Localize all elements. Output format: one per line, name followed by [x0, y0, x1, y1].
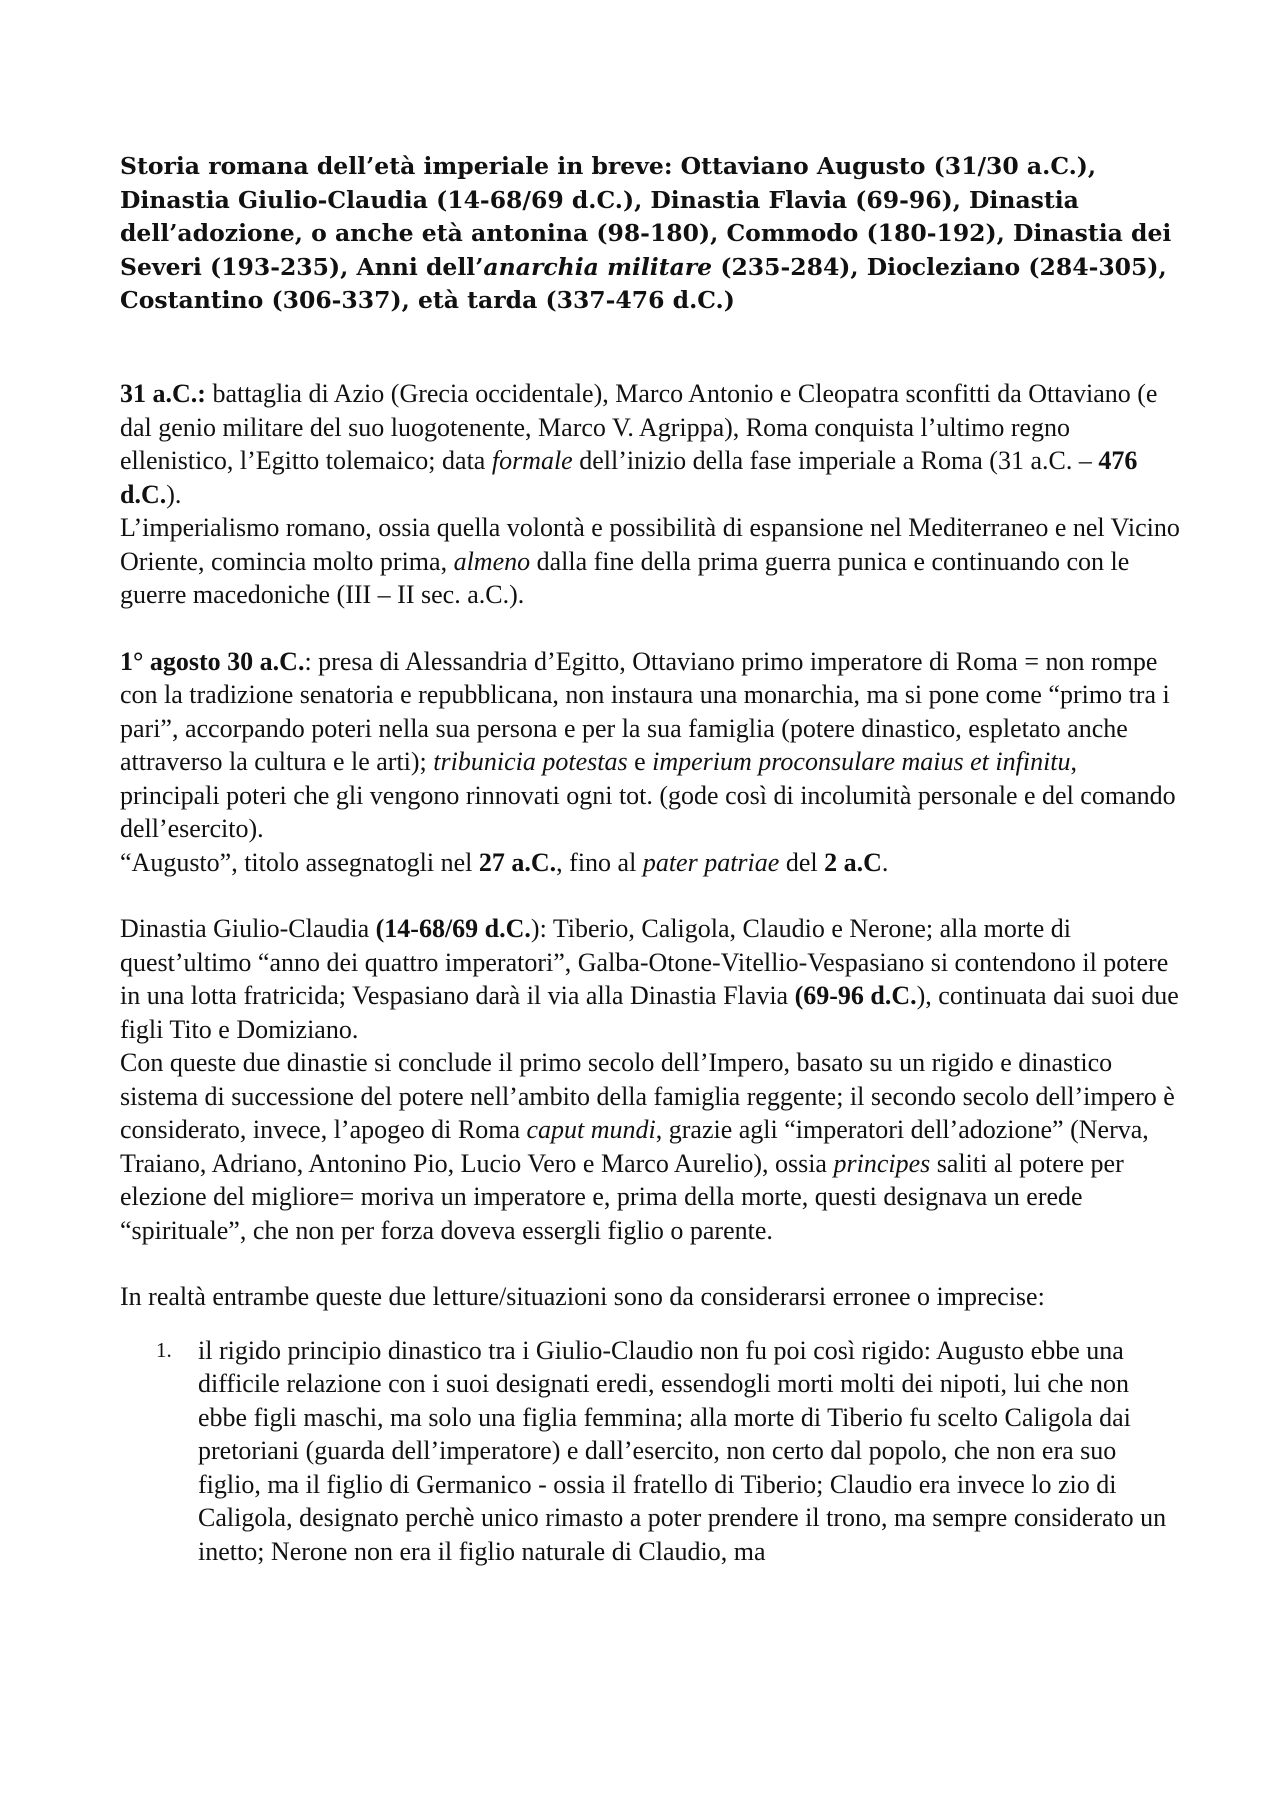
document-body — [120, 377, 1182, 1568]
list-item-text: il rigido principio dinastico tra i Giulio-Claudio non fu poi così rigido: Augusto ebbe una difficile relazione con i suoi designati eredi, essendogli morti molti dei nipoti, lui che non ebbe figli maschi, ma solo una figlia femmina; alla morte di Tiberio fu scelto Caligola dai pretoriani (guarda dell’imperatore) e dall’esercito, non certo dal popolo, che non era suo figlio, ma il figlio di Germanico - ossia il fratello di Tiberio; Claudio era invece lo zio di Caligola, designato perchè unico rimasto a poter prendere il trono, ma sempre considerato un inetto; Nerone non era il figlio naturale di Claudio, ma — [198, 1335, 1167, 1566]
title-italic-anarchia: anarchia militare — [483, 252, 713, 281]
title-text-2: (235-284), Diocleziano (284-305), Costantino (306-337), età tarda (337-476 d.C.) — [120, 252, 1167, 314]
paragraph-augusto: “Augusto”, titolo assegnatogli nel 27 a.C., fino al pater patriae del 2 a.C. — [120, 847, 889, 877]
date-2-ac: 2 a.C — [824, 847, 882, 877]
numbered-list — [120, 1334, 1182, 1569]
title-text-1: Storia romana dell’età imperiale in breve: Ottaviano Augusto (31/30 a.C.), Dinastia Giulio-Claudia (14-68/69 d.C.), Dinastia Flavia (69-96), Dinastia dell’adozione, o anche età antonina (98-180), Commodo (180-192), Dinastia dei Severi (193-235), Anni dell’ — [120, 152, 1172, 281]
list-item — [120, 1334, 1182, 1569]
paragraph-dinastie: Con queste due dinastie si conclude il primo secolo dell’Impero, basato su un rigido e dinastico sistema di successione del potere nell’ambito della famiglia reggente; il secondo secolo dell’impero è considerato, invece, l’apogeo di Roma caput mundi, grazie agli “imperatori dell’adozione” (Nerva, Traiano, Adriano, Antonino Pio, Lucio Vero e Marco Aurelio), ossia principes saliti al potere per elezione del migliore= moriva un imperatore e, prima della morte, questi designava un erede “spirituale”, che non per forza doveva essergli figlio o parente. — [120, 1048, 1175, 1245]
paragraph-alessandria: 1° agosto 30 a.C.: presa di Alessandria d’Egitto, Ottaviano primo imperatore di Roma = non rompe con la tradizione senatoria e repubblicana, non instaura una monarchia, ma si pone come “primo tra i pari”, accorpando poteri nella sua persona e per la sua famiglia (potere dinastico, espletato anche attraverso la cultura e le arti); tribunicia potestas e imperium proconsulare maius et infinitu, principali poteri che gli vengono rinnovati ogni tot. (gode così di incolumità personale e del comando dell’esercito). — [120, 646, 1176, 843]
paragraph-imperialismo: L’imperialismo romano, ossia quella volontà e possibilità di espansione nel Mediterraneo e nel Vicino Oriente, comincia molto prima, almeno dalla fine della prima guerra punica e continuando con le guerre macedoniche (III – II sec. a.C.). — [120, 513, 1180, 609]
paragraph-giulio-claudia: Dinastia Giulio-Claudia (14-68/69 d.C.): Tiberio, Caligola, Claudio e Nerone; alla morte di quest’ultimo “anno dei quattro imperatori”, Galba-Otone-Vitellio-Vespasiano si contendono il potere in una lotta fratricida; Vespasiano darà il via alla Dinastia Flavia (69-96 d.C.), continuata dai suoi due figli Tito e Domiziano. — [120, 914, 1179, 1044]
date-69-96-dc: (69-96 d.C. — [794, 981, 917, 1010]
date-14-69-dc: (14-68/69 d.C. — [375, 914, 531, 943]
date-27-ac: 27 a.C. — [478, 847, 557, 877]
list-item-number: 1. — [156, 1337, 172, 1362]
date-31-ac: 31 a.C.: — [120, 379, 206, 408]
date-1-agosto-30-ac: 1° agosto 30 a.C. — [120, 646, 305, 676]
document-title — [120, 150, 1190, 318]
paragraph-letture: In realtà entrambe queste due letture/situazioni sono da considerarsi erronee o imprecise: — [120, 1282, 1045, 1311]
paragraph-azio: 31 a.C.: battaglia di Azio (Grecia occidentale), Marco Antonio e Cleopatra sconfitti da Ottaviano (e dal genio militare del suo luogotenente, Marco V. Agrippa), Roma conquista l’ultimo regno ellenistico, l’Egitto tolemaico; data formale dell’inizio della fase imperiale a Roma (31 a.C. – 476 d.C.). — [120, 379, 1158, 509]
date-476-dc: 476 d.C. — [120, 446, 1138, 509]
